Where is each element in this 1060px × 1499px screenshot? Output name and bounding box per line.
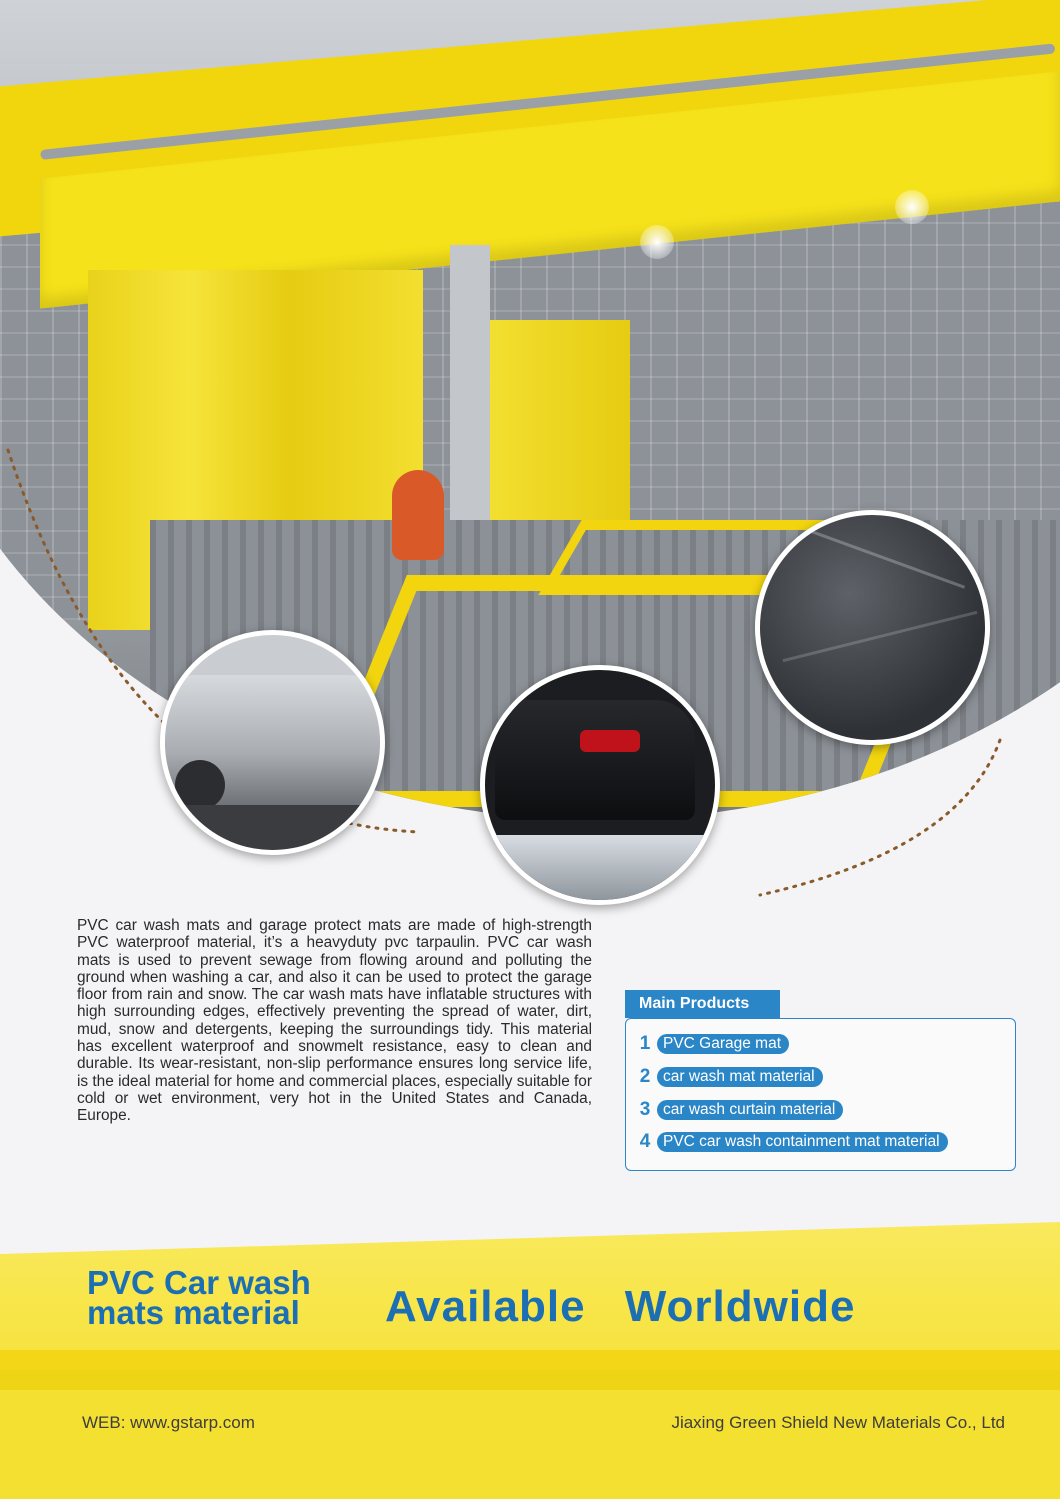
product-item xyxy=(636,1033,789,1055)
orange-gas-tank xyxy=(392,470,444,560)
ceiling-light xyxy=(640,225,674,259)
inset-photo-silver-car xyxy=(160,630,385,855)
inset-photo-black-car xyxy=(480,665,720,905)
website-link[interactable]: WEB: www.gstarp.com xyxy=(82,1413,255,1432)
footer xyxy=(0,1370,1060,1499)
inset-photo-gray-mat xyxy=(755,510,990,745)
product-number: 1 xyxy=(639,1033,651,1054)
tagline-line-2: mats material xyxy=(87,1294,300,1331)
product-number: 2 xyxy=(639,1066,651,1087)
product-item xyxy=(636,1066,823,1088)
product-label: PVC Garage mat xyxy=(657,1034,789,1054)
product-label: car wash mat material xyxy=(657,1067,823,1087)
product-label: car wash curtain material xyxy=(657,1100,843,1120)
product-number: 4 xyxy=(639,1131,651,1152)
tagline-product xyxy=(87,1264,311,1331)
yellow-curtain-right xyxy=(490,320,630,550)
tagline-worldwide: Available Worldwide xyxy=(385,1282,856,1331)
product-description: PVC car wash mats and garage protect mats are made of high-strength PVC waterproof material, it’s a heavyduty pvc tarpaulin. PVC car wash mats is used to prevent sewage from flowing around and polluting the ground when washing a car, and also it can be used to protect the garage floor from rain and snow. The car wash mats have inflatable structures with high surrounding edges, effectively preventing the spread of water, dirt, mud, snow and detergents, keeping the surroundings tidy. This material has excellent waterproof and snowmelt resistance, easy to clean and durable. Its wear-resistant, non-slip performance ensures long service life, is the ideal material for home and commercial places, especially suitable for cold or wet environment, very hot in the United States and Canada, Europe. xyxy=(77,917,592,1125)
product-number: 3 xyxy=(639,1099,651,1120)
main-products-list xyxy=(625,1018,1016,1171)
product-label: PVC car wash containment mat material xyxy=(657,1132,948,1152)
product-item xyxy=(636,1099,843,1121)
tagline-line-1: PVC Car wash xyxy=(87,1264,311,1301)
company-name: Jiaxing Green Shield New Materials Co., Ltd xyxy=(671,1413,1005,1432)
concrete-pillar xyxy=(450,245,490,545)
ceiling-light xyxy=(895,190,929,224)
product-item xyxy=(636,1131,948,1153)
main-products-title: Main Products xyxy=(625,990,780,1018)
